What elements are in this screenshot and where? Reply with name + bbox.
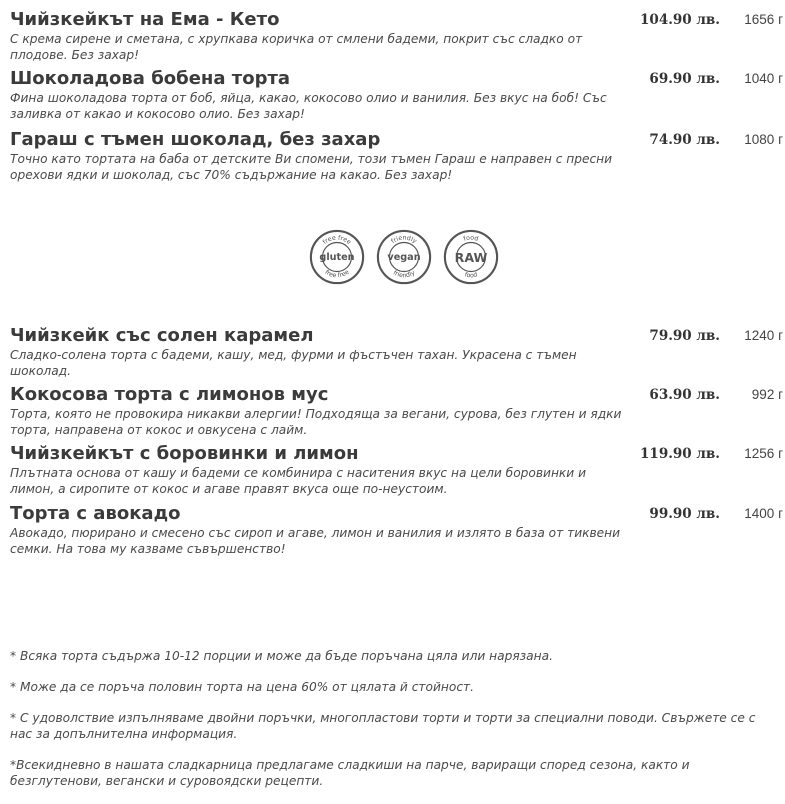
- svg-text:food: [464, 271, 479, 279]
- footnote: *Всекидневно в нашата сладкарница предлагаме сладкиши на парче, вариращи според сезона, както и безглутенови, вегански и суровоядски рецепти.: [10, 758, 690, 788]
- menu-item: [10, 444, 785, 497]
- footnote: * С удоволствие изпълняваме двойни поръчки, многопластови торти и торти за специални поводи. Свържете се с нас за допълнителна информация.: [10, 711, 756, 741]
- item-description: С крема сирене и сметана, с хрупкава коричка от смлени бадеми, покрит със сладко от плодове. Без захар!: [10, 32, 583, 62]
- gluten-ring-bottom: free free: [323, 268, 351, 280]
- vegan-label: vegan: [387, 251, 421, 263]
- svg-text:food: [463, 235, 480, 243]
- footnotes: [10, 648, 770, 804]
- item-price: 69.90 лв.: [649, 71, 720, 87]
- item-name: Гараш с тъмен шоколад, без захар: [10, 129, 381, 150]
- item-description: Точно като тортата на баба от детските Ви спомени, този тъмен Гараш е направен с пресни орехови ядки и шоколад, със 70% съдържание на какао. Без захар!: [10, 152, 613, 182]
- item-weight: 1040 г: [744, 71, 783, 86]
- menu-item: [10, 326, 785, 379]
- item-description: Торта, която не провокира никакви алергии! Подходяща за вегани, сурова, без глутен и ядки торта, направена от кокос и овкусена с лайм.: [10, 407, 622, 437]
- item-price: 104.90 лв.: [640, 12, 720, 28]
- vegan-ring-top: friendly: [390, 234, 418, 246]
- raw-ring-top: food: [462, 234, 480, 243]
- svg-text:friendly: [390, 235, 418, 246]
- raw-food-icon: [442, 228, 500, 286]
- item-weight: 992 г: [751, 387, 783, 402]
- vegan-ring-bottom: friendly: [391, 269, 417, 280]
- diet-badges: [308, 228, 500, 290]
- svg-text:free free: [322, 235, 353, 247]
- item-price: 63.90 лв.: [649, 387, 720, 403]
- menu-item: [10, 385, 785, 438]
- item-price: 79.90 лв.: [649, 328, 720, 344]
- item-description: Авокадо, пюрирано и смесено със сироп и агаве, лимон и ванилия и излято в база от тиквени семки. На това му казваме съвършенство!: [10, 526, 621, 556]
- menu-item: [10, 504, 785, 557]
- svg-text:friendly: [392, 269, 417, 279]
- gluten-ring-top: free free: [321, 234, 353, 247]
- menu-item: [10, 69, 785, 122]
- item-name: Торта с авокадо: [10, 503, 181, 524]
- menu-item: [10, 130, 785, 183]
- footnote: * Всяка торта съдържа 10-12 порции и може да бъде поръчана цяла или нарязана.: [10, 649, 553, 663]
- gluten-label: gluten: [319, 251, 355, 263]
- item-name: Чийзкейкът на Ема - Кето: [10, 9, 280, 30]
- item-price: 99.90 лв.: [649, 506, 720, 522]
- item-weight: 1080 г: [744, 132, 783, 147]
- menu-item: [10, 10, 785, 63]
- item-weight: 1256 г: [744, 446, 783, 461]
- item-price: 74.90 лв.: [649, 132, 720, 148]
- vegan-friendly-icon: [375, 228, 433, 286]
- top-ornament: [0, 0, 785, 4]
- item-weight: 1656 г: [744, 12, 783, 27]
- item-name: Чийзкейк със солен карамел: [10, 325, 314, 346]
- raw-ring-bottom: food: [463, 271, 479, 280]
- raw-label: RAW: [454, 249, 488, 265]
- item-weight: 1240 г: [744, 328, 783, 343]
- item-description: Плътната основа от кашу и бадеми се комбинира с наситения вкус на цели боровинки и лимон, а сиропите от кокос и агаве правят вкуса още по-неустоим.: [10, 466, 586, 496]
- item-weight: 1400 г: [744, 506, 783, 521]
- footnote: * Може да се поръча половин торта на цена 60% от цялата й стойност.: [10, 680, 475, 694]
- svg-text:free free: [323, 269, 350, 280]
- item-name: Шоколадова бобена торта: [10, 68, 291, 89]
- item-description: Сладко-солена торта с бадеми, кашу, мед, фурми и фъстъчен тахан. Украсена с тъмен шоколад.: [10, 348, 577, 378]
- item-name: Чийзкейкът с боровинки и лимон: [10, 443, 359, 464]
- item-price: 119.90 лв.: [640, 446, 720, 462]
- item-name: Кокосова торта с лимонов мус: [10, 384, 329, 405]
- gluten-free-icon: [308, 228, 366, 286]
- item-description: Фина шоколадова торта от боб, яйца, какао, кокосово олио и ванилия. Без вкус на боб! Със заливка от какао и кокосово олио. Без захар!: [10, 91, 607, 121]
